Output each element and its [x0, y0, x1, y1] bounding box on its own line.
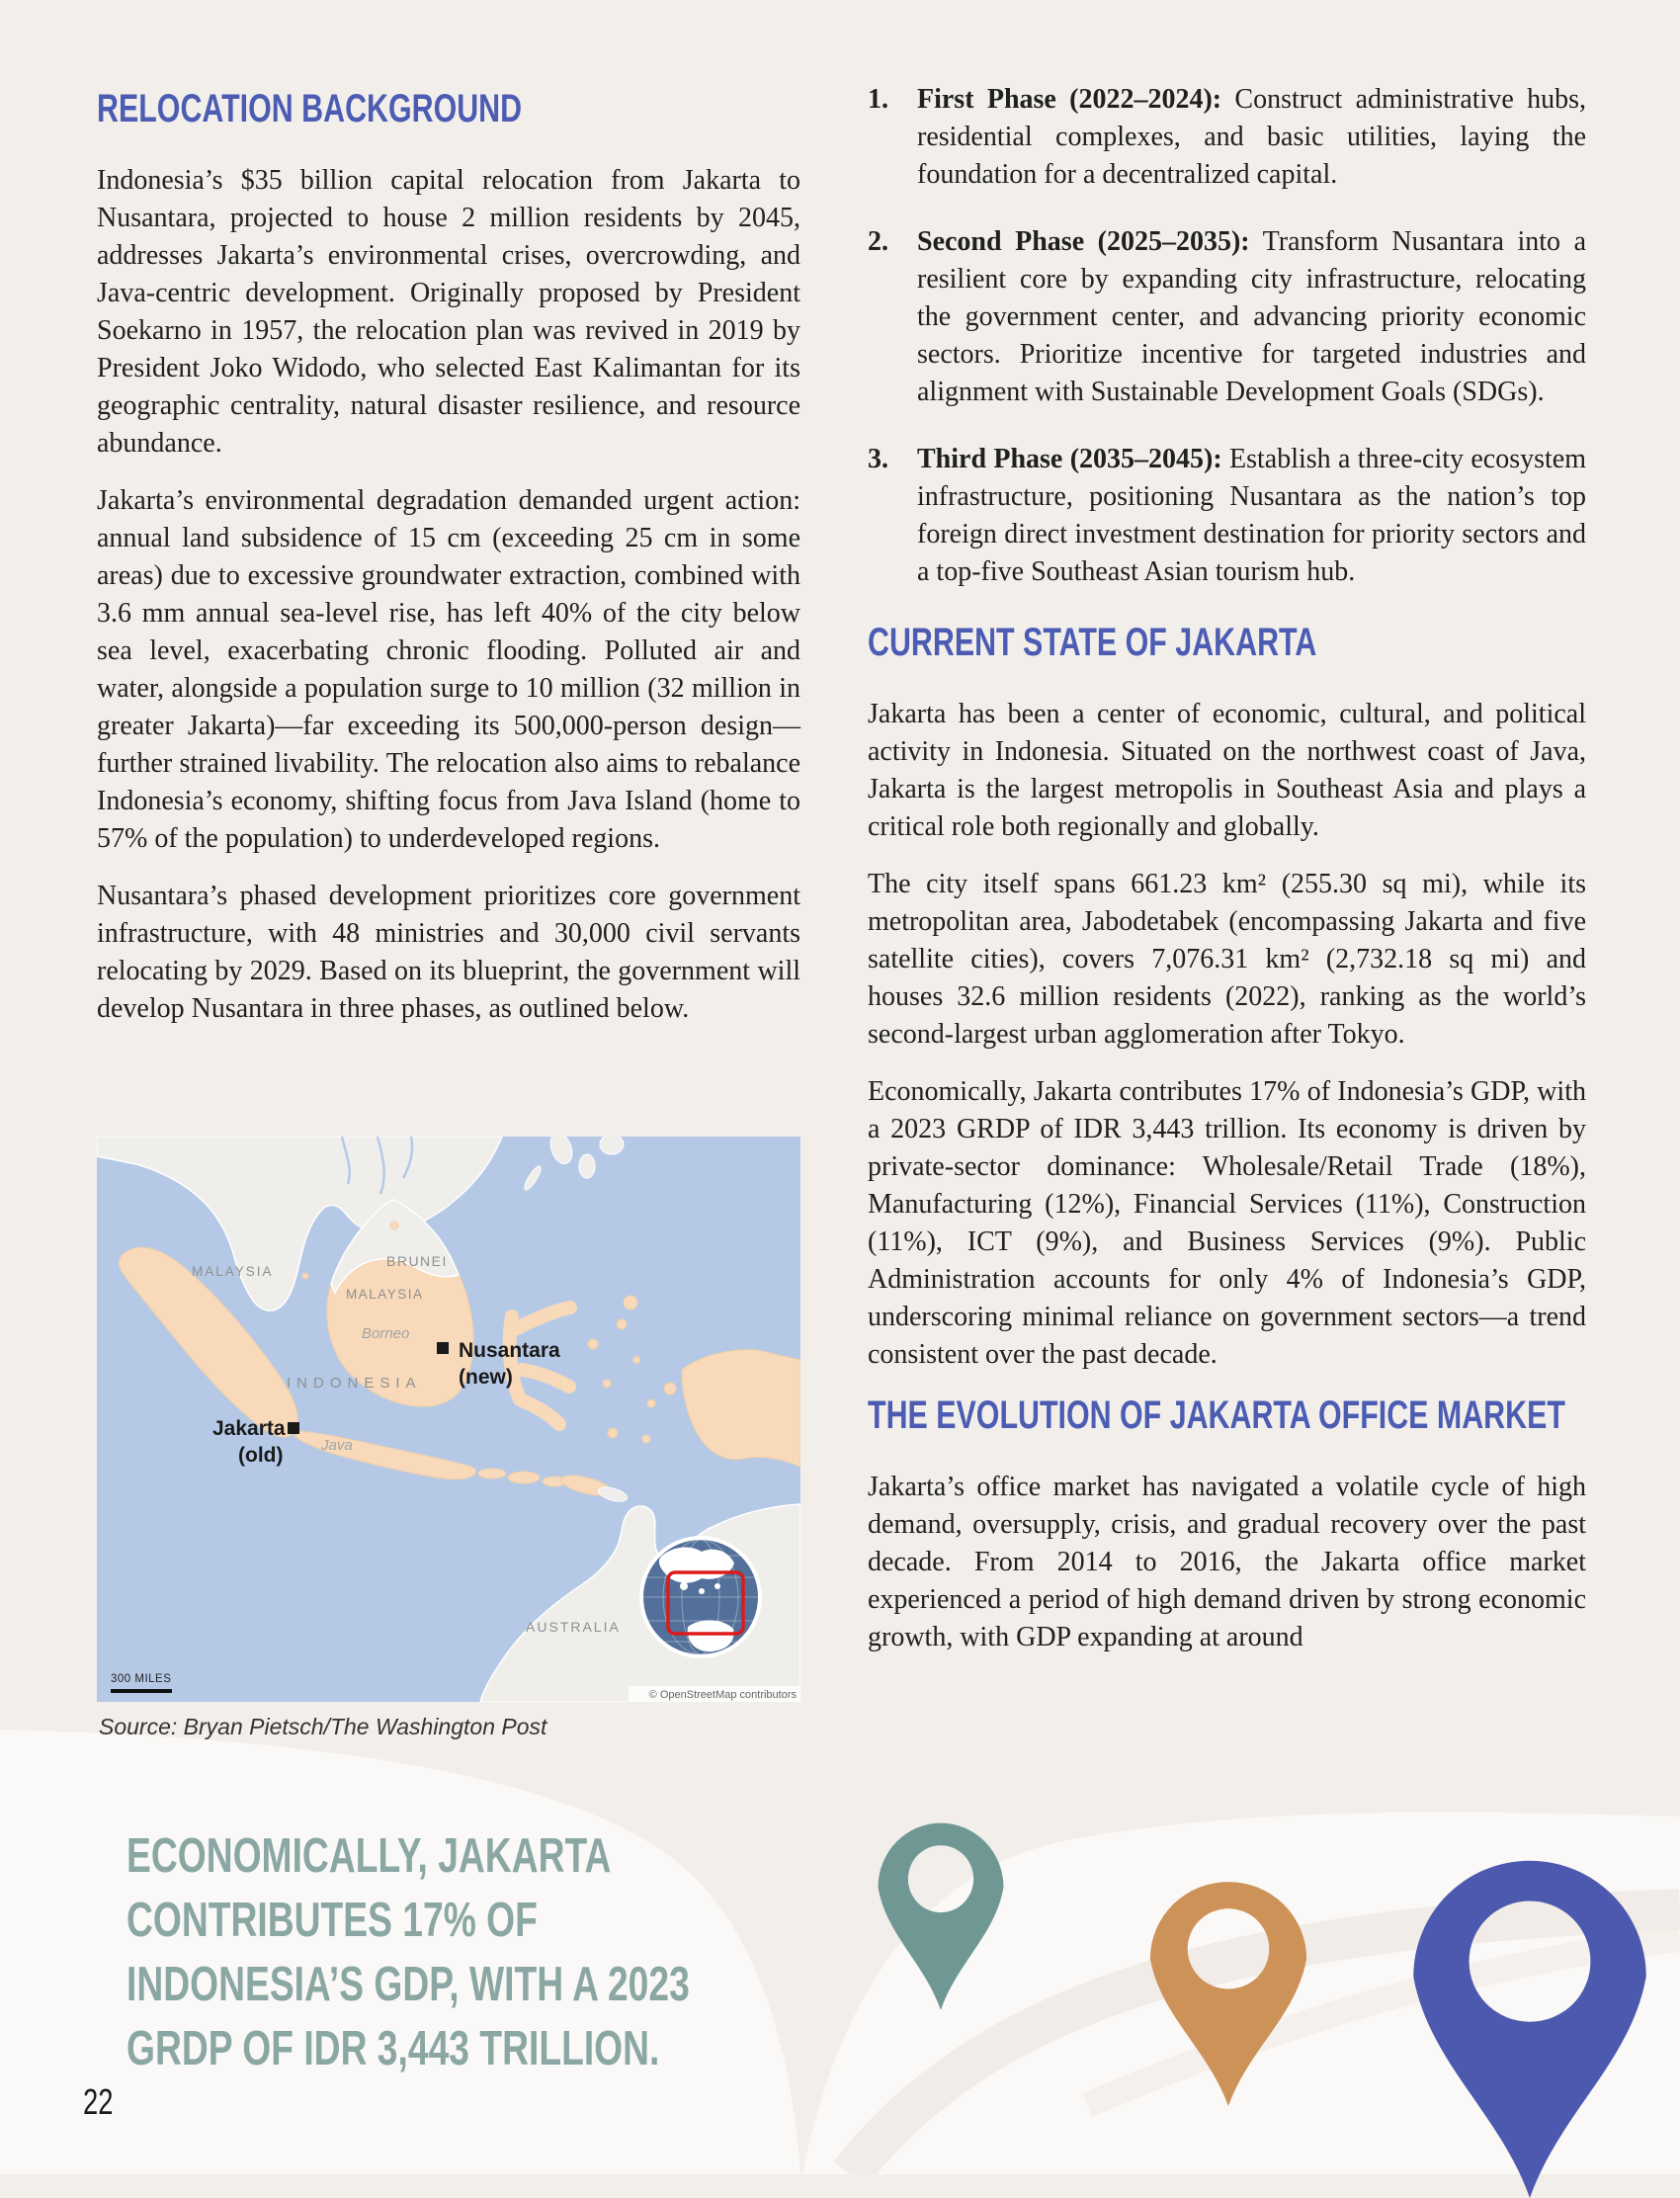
map-pin-icon-blue	[1403, 1820, 1656, 2198]
indonesia-relocation-map	[97, 1137, 800, 1702]
page-number	[83, 2081, 123, 2123]
map-image	[97, 1137, 800, 1702]
map-label-malaysia-borneo: MALAYSIA	[346, 1287, 424, 1302]
list-text	[917, 441, 1586, 591]
pull-quote-line: ECONOMICALLY, JAKARTA	[126, 1829, 612, 1883]
section-heading-relocation-text: RELOCATION BACKGROUND	[97, 87, 523, 130]
pull-quote-line: INDONESIA’S GDP, WITH A 2023	[126, 1958, 690, 2011]
list-text	[917, 223, 1586, 411]
map-label-nusantara-new: (new)	[459, 1366, 513, 1389]
page-number-text: 22	[83, 2081, 114, 2122]
list-body: Construct administrative hubs, residential complexes, and basic utilities, laying the foundation for a decentralized capital.	[917, 84, 1586, 190]
map-attribution: © OpenStreetMap contributors	[648, 1689, 797, 1701]
left-column	[97, 87, 800, 1048]
map-label-australia: AUSTRALIA	[526, 1619, 621, 1635]
right-column	[868, 81, 1586, 1676]
paragraph: Economically, Jakarta contributes 17% of Indonesia’s GDP, with a 2023 GRDP of IDR 3,443 trillion. Its economy is driven by private-sector dominance: Wholesale/Retail Trade (18%), Manufacturing (12%), Financial Services (11%), Construction (11%), ICT (9%), and Business Services (9%). Public Administration accounts for only 4% of Indonesia’s GDP, underscoring minimal reliance on government sectors—a trend consistent over the past decade.	[868, 1076, 1586, 1370]
map-scale-bar	[111, 1689, 172, 1693]
globe-inset	[639, 1536, 762, 1658]
list-item	[868, 81, 1586, 194]
list-number: 2.	[868, 226, 888, 257]
map-scale-label: 300 MILES	[111, 1673, 172, 1685]
list-number: 1.	[868, 84, 888, 115]
paragraph: Jakarta has been a center of economic, cultural, and political activity in Indonesia. Situated on the northwest coast of Java, Jakarta is the largest metropolis in Southeast Asia and plays a critical role both regionally and globally.	[868, 699, 1586, 842]
map-label-nusantara: Nusantara	[459, 1339, 560, 1362]
map-label-indonesia: INDONESIA	[287, 1375, 422, 1392]
map-pin-icon-teal	[873, 1801, 1009, 2010]
paragraph: The city itself spans 661.23 km² (255.30 sq mi), while its metropolitan area, Jabodetabek (encompassing Jakarta and five satellite cities), covers 7,076.31 km² (2,732.18 sq mi) and houses 32.6 million residents (2022), ranking as the world’s second-largest urban agglomeration after Tokyo.	[868, 869, 1586, 1050]
map-label-borneo: Borneo	[362, 1325, 410, 1342]
list-lead: First Phase (2022–2024):	[917, 84, 1222, 115]
section-heading-relocation	[97, 87, 800, 130]
nusantara-marker-square	[437, 1342, 449, 1354]
list-number: 3.	[868, 444, 888, 474]
section-heading-evolution-text: THE EVOLUTION OF JAKARTA OFFICE MARKET	[868, 1394, 1565, 1437]
map-label-jakarta: Jakarta	[212, 1417, 286, 1440]
pull-quote-line: CONTRIBUTES 17% OF	[126, 1894, 538, 1947]
map-label-brunei: BRUNEI	[386, 1253, 448, 1269]
map-label-jakarta-old: (old)	[238, 1444, 284, 1467]
map-papua-islet	[664, 1383, 676, 1395]
pull-quote-line: GRDP OF IDR 3,443 TRILLION.	[126, 2022, 660, 2075]
section-heading-evolution	[868, 1394, 1586, 1437]
paragraph: Jakarta’s office market has navigated a volatile cycle of high demand, oversupply, crisis, and gradual recovery over the past decade. From 2014 to 2016, the Jakarta office market experienced a period of high demand driven by strong economic growth, with GDP expanding at around	[868, 1472, 1586, 1652]
jakarta-marker-square	[288, 1422, 299, 1434]
list-body: Establish a three-city ecosystem infrastructure, positioning Nusantara as the nation’s top foreign direct investment destination for priority sectors and a top-five Southeast Asian tourism hub.	[917, 444, 1586, 587]
list-text	[917, 81, 1586, 194]
pull-quote	[126, 1824, 868, 2081]
paragraph: Indonesia’s $35 billion capital relocation from Jakarta to Nusantara, projected to house 2 million residents by 2045, addresses Jakarta’s environmental crises, overcrowding, and Java-centric development. Originally proposed by President Soekarno in 1957, the relocation plan was revived in 2019 by President Joko Widodo, who selected East Kalimantan for its geographic centrality, natural disaster resilience, and resource abundance.	[97, 165, 800, 459]
map-source-credit: Source: Bryan Pietsch/The Washington Post	[99, 1714, 547, 1739]
map-pin-icon-orange	[1143, 1855, 1313, 2106]
list-item	[868, 441, 1586, 591]
map-label-java: Java	[321, 1437, 353, 1454]
list-item	[868, 223, 1586, 411]
phase-list	[868, 81, 1586, 591]
list-body: Transform Nusantara into a resilient core by expanding city infrastructure, relocating the government center, and advancing priority economic sectors. Prioritize incentive for targeted industries and alignment with Sustainable Development Goals (SDGs).	[917, 226, 1586, 407]
map-label-malaysia-peninsula: MALAYSIA	[192, 1264, 274, 1279]
paragraph: Nusantara’s phased development prioritizes core government infrastructure, with 48 ministries and 30,000 civil servants relocating by 2029. Based on its blueprint, the government will develop Nusantara in three phases, as outlined below.	[97, 881, 800, 1024]
paragraph: Jakarta’s environmental degradation demanded urgent action: annual land subsidence of 15 cm (exceeding 25 cm in some areas) due to excessive groundwater extraction, combined with 3.6 mm annual sea-level rise, has left 40% of the city below sea level, exacerbating chronic flooding. Polluted air and water, alongside a population surge to 10 million (32 million in greater Jakarta)—far exceeding its 500,000-person design—further strained livability. The relocation also aims to rebalance Indonesia’s economy, shifting focus from Java Island (home to 57% of the population) to underdeveloped regions.	[97, 485, 800, 854]
section-heading-current-state-text: CURRENT STATE OF JAKARTA	[868, 621, 1317, 664]
list-lead: Second Phase (2025–2035):	[917, 226, 1250, 257]
list-lead: Third Phase (2035–2045):	[917, 444, 1222, 474]
section-heading-current-state	[868, 621, 1586, 664]
